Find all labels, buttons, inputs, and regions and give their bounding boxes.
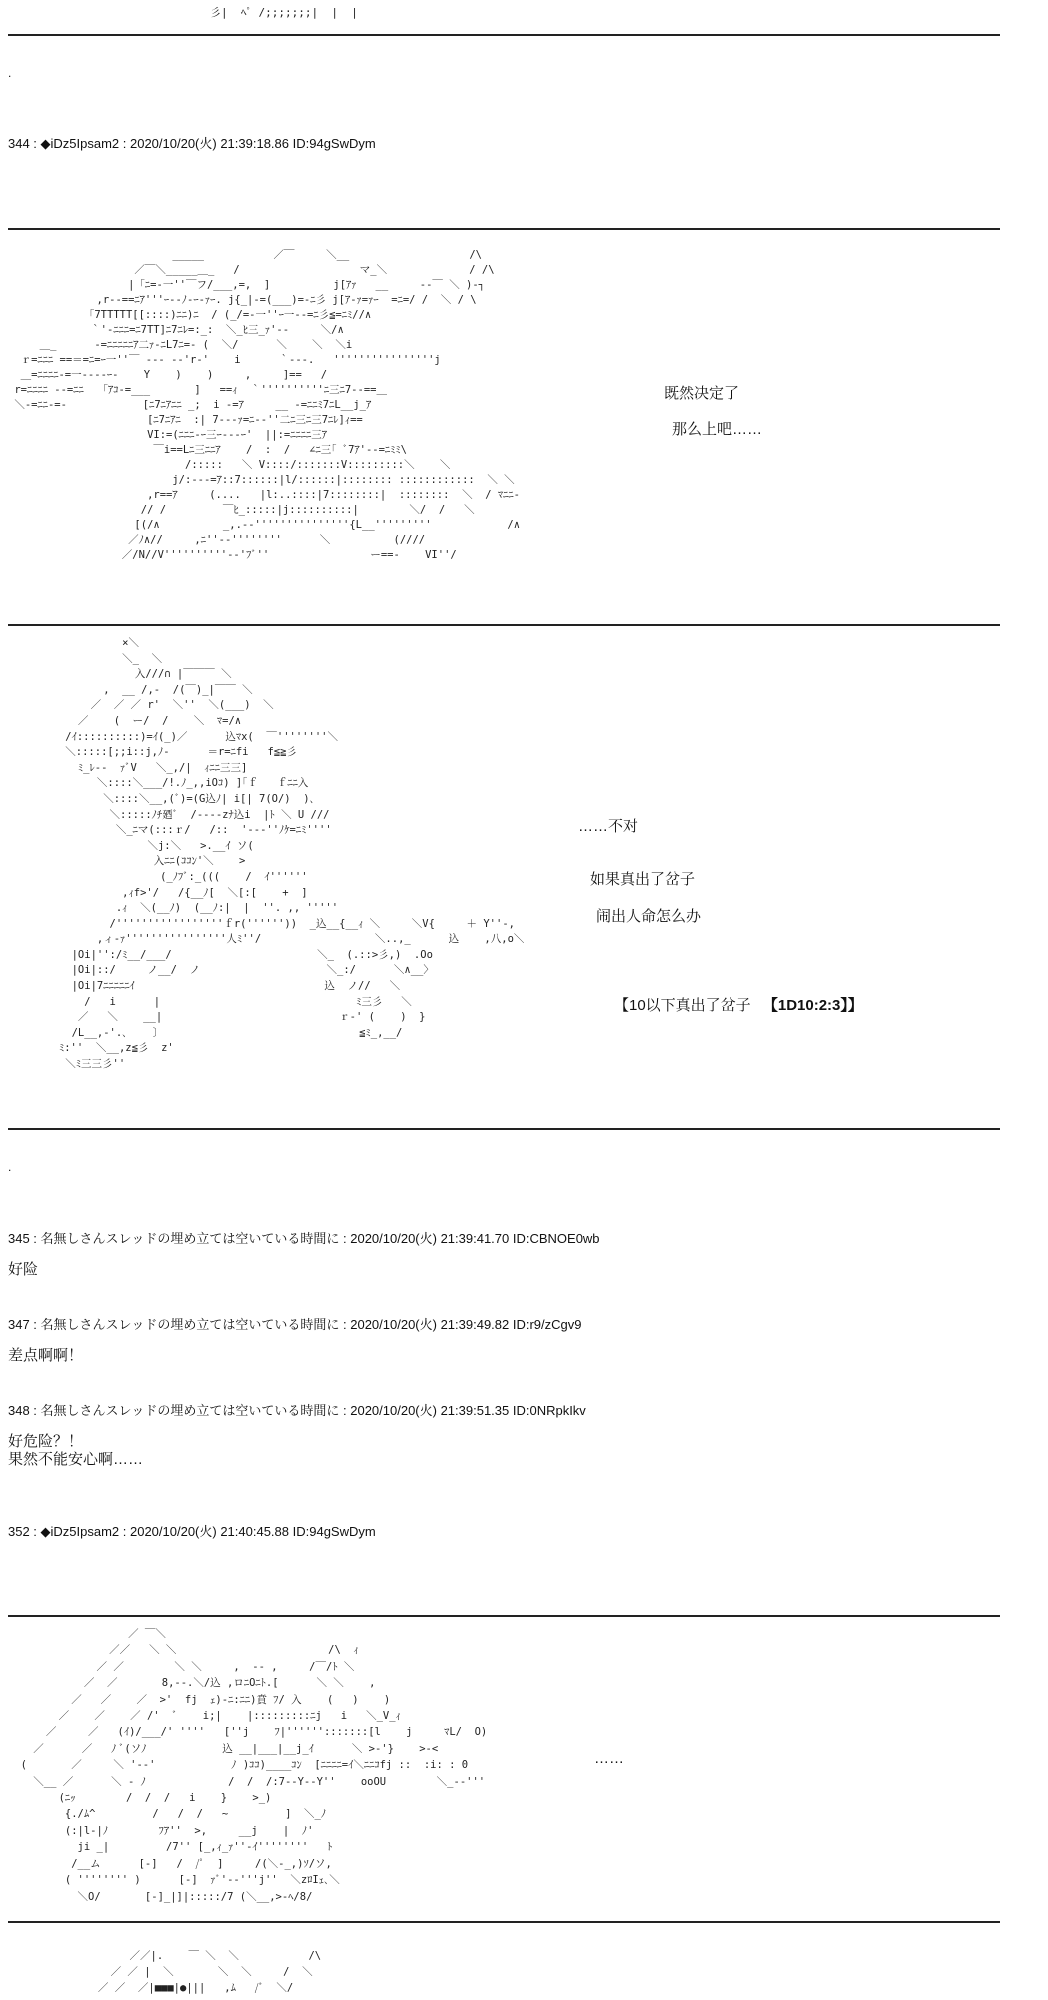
panel-1-line-1: 既然决定了	[664, 385, 740, 402]
panel-2-line-2: 如果真出了岔子	[590, 871, 696, 888]
divider	[8, 1128, 1000, 1130]
ascii-fragment-top: 彡| ﾍﾟ /;;;;;;;| | |	[210, 6, 358, 19]
post-header-348: 348 : 名無しさんスレッドの埋め立ては空いている時間に : 2020/10/20(火) 21:39:51.35 ID:0NRpkIkv	[8, 1403, 586, 1418]
ascii-art-panel-4: ／／|. ￣ ＼ ＼ /\ ／ ／ | ＼ ＼ ＼ / ＼ ／ ／ ／|■■■|●||| ,ﾑ /ﾞ ＼/	[97, 1950, 322, 1994]
panel-3-line-1: ……	[594, 1750, 624, 1767]
divider	[8, 1921, 1000, 1923]
post-header-344: 344 : ◆iDz5Ipsam2 : 2020/10/20(火) 21:39:18.86 ID:94gSwDym	[8, 136, 376, 151]
dot-marker: .	[8, 66, 12, 80]
divider	[8, 34, 1000, 36]
dice-result: 【1D10:2:3】】	[762, 997, 863, 1014]
post-body-348-line-2: 果然不能安心啊……	[8, 1451, 144, 1468]
dice-text: 【10以下真出了岔子	[614, 997, 751, 1014]
dice-roll	[614, 994, 863, 1015]
dot-marker: .	[8, 1160, 12, 1174]
ascii-art-panel-1: _____ ／￣ ＼__ /\ ／￣＼_____＿_ / マ_＼ / /\ |「ﾆ=-一''￣フ/___,=, ] j[ｱｧ __ -‐￣ ＼ )‐┐ ,r--==ﾆｱ'''ｰ--ﾉ-ｰ-ｧｰ. j{_|-=(___)=-ﾆ彡 j[ｱ-ｧ=ｧｰ =ﾆ=/ / ＼ / \ 「7TTTTT[[::::)ﾆﾆ)ﾆ / (_/=-一''ｰ一-‐=ﾆ彡≦=ﾆﾐ//∧ ｀'-ﾆﾆﾆ=ﾆ7TT]ﾆ7ﾆﾚ=:_: ＼_ﾋ三_ｧ'‐- ＼/∧ ＿_ -=ﾆﾆﾆﾆﾆｱ二ｧ-ﾆL7ﾆ=- ( ＼/ ＼ ＼ ＼i ｒ=ﾆﾆﾆ ==＝=ﾆ=ｰ一''￣ -‐‐ -‐'r‐' i ｀---. ''''''''''''''''j ＿=ﾆﾆﾆﾆ-=一‐‐--ｰ- Y ) ) , ]== / r=ﾆﾆﾆﾆ --=ﾆﾆ ｢ｱｺ-=___ ] ==ｨ ｀''''''''''ﾆ三ﾆ7‐‐==＿ ＼-=ﾆﾆ-=- [ﾆ7ﾆｱﾆﾆ _; i -=ｱ __ -=ﾆﾆﾐ7ﾆL__j_ｱ [ﾆ7ﾆｱﾆ :| 7‐--ｧ=ﾆ-‐''二ﾆ三ﾆ三7ﾆﾚ]ｨ== VI:=(ﾆﾆﾆ-ｰ三ｰ-‐‐ｰ' ||:=ﾆﾆﾆﾆ三ｱ ￣i==Lﾆ三ﾆﾆｱ / : / ∠ﾆ三｢ ﾞ7ｱ'‐-=ﾆﾐﾐ\ /::::: ＼ V::::/:::::::V:::::::::＼ ＼ j/:---=ｱ::7::::::|l/::::::|:::::::: :::::::::::: ＼ ＼ ,r==ｱ (.... |l:..::::|7::::::::| :::::::: ＼ / ﾏﾆﾆ- // / ￣ﾋ_:::::|j::::::::::| ＼/ / ＼ [(/∧ _,.--'''''''''''''''{L__''''''''' /∧ ／ﾉ∧// ,ﾆ''‐‐'''''''' ＼ (//// ／/N//V''''''''''‐‐'ﾌﾞ'' ー==- VI''/	[14, 249, 521, 561]
divider	[8, 1615, 1000, 1617]
post-body-345: 好险	[8, 1261, 39, 1278]
post-header-345: 345 : 名無しさんスレッドの埋め立ては空いている時間に : 2020/10/20(火) 21:39:41.70 ID:CBNOE0wb	[8, 1231, 600, 1246]
post-header-347: 347 : 名無しさんスレッドの埋め立ては空いている時間に : 2020/10/20(火) 21:39:49.82 ID:r9/zCgv9	[8, 1317, 582, 1332]
post-header-352: 352 : ◆iDz5Ipsam2 : 2020/10/20(火) 21:40:45.88 ID:94gSwDym	[8, 1524, 376, 1539]
panel-2-line-3: 闹出人命怎么办	[596, 908, 702, 925]
divider	[8, 228, 1000, 230]
panel-2-line-1: ……不对	[578, 818, 639, 835]
post-body-347: 差点啊啊！	[8, 1347, 84, 1364]
divider	[8, 624, 1000, 626]
ascii-art-panel-3: ／ ￣＼ ／／ ＼ ＼ /\ ｨ ／ ／ ＼ ＼ , -- , /￣/ﾄ ＼ ／ ／ 8,--.＼/込 ,ロﾆOﾆﾄ.[ ＼ ＼ , ／ ／ ／ >' fj ｪ)-ﾆ:ﾆﾆ)賁 ﾌ/ 入 ( ) ) ／ ／ ／ /' ﾞ i;| |:::::::::ﾆj i ＼_V_ｨ ／ ／ (ｲ)/___/' '''' [''j ﾌ|'''''':::::::[l j ﾏL/ O) ／ ／ ﾉ ﾞ(ソﾉ 込 __|___|__j_ｲ ＼ >-'} >-< ( ／ ＼ '-‐' ﾉ )ｺｺ)____ｺﾝ [ﾆﾆﾆﾆ=ｲ＼ﾆﾆｺfj :: :i: : 0 ＼__ ／ ＼ - ﾉ / / /:7--Y--Y'' ooOU ＼_--''' (ﾆｯ / / / i } >_) {./ﾑ^ / / / ~ ] ＼_ﾉ (:|l-|ﾉ ﾌｱ'' >, __j | ﾉ' ji _| /7'' [_,ｨ_ｧ''-ｲ'''''''' ﾄ /__ム [-] / /ﾟ ] /(＼-_,)ｿ/ソ, ( '''''''' ) [-] ｧﾞ'‐‐'''j'' ＼zﾛIｪ､＼ ＼O/ [-]_|]|:::::/7 (＼__,>-ﾍ/8/	[20, 1628, 488, 1903]
ascii-art-panel-2: ×＼ ＼_ ＼ 入///∩ |￣￣￣ ＼ , __ /,- /(￣)_|￣￣ ＼ ／ ／ ／ r' ＼'' ＼(___) ＼ ／ ( ー/ / ＼ ﾏ=/∧ /ｲ::::::::::)=ｲ(_)／ 込ﾏx( ￣''''''''＼ ＼:::::[;;i::j,ﾉ- ＝r=ﾆfi f≦≧彡 ﾐ_ﾚ-‐ ｧﾞV ＼_,/| ｨﾆﾆ三三] ＼::::＼___/!.ﾉ_,,iOｺ) ]｢ｆ ｆﾆﾆ入 ＼::::＼__,(ﾞ)=(G込ﾉ| i[| 7(O/) )､ ＼:::::ﾉﾁ廼ﾞ /‐‐‐‐zﾅ込i |ﾄ ＼ U /// ＼_ﾆマ(:::ｒ/ /:: '‐--''ﾉｹ=ﾆﾐ'''' ＼j:＼ >.__ｲ ソ( 入ﾆﾆ(ｺｺﾝ'＼ > (_ﾉﾌﾞ:_((( / ｲ'''''' ,ｨf>'/ /{__ﾉ[ ＼[:[ + ] .ｨ ＼(__ﾉ) (__ﾉ:| | ''. ,, ''''' /'''''''''''''''''ｆr('''''')) _込__{__ｨ ＼ ＼V{ ＋ Y''‐, ,ィ-ｧ''''''''''''''''人ﾐ''/ ＼..,_ 込 ,八,o＼ |Oi|'':/ﾐ__/___/ ＼_ (.::>彡,) .Oo |Oi|::/ ノ__/ ノ ＼_:/ ＼∧__〉 |Oi|7ﾆﾆﾆﾆﾆｲ 込 ノ// ＼ / i | ﾐ三彡 ＼ ／ ＼ __| ｒ-' ( ) } /L__,-'.､ 〕 ≦ﾐ_,__/ ﾐ:'' ＼__,z≦彡 z' ＼ﾐ三三彡''	[58, 637, 525, 1071]
post-body-348-line-1: 好危险？！	[8, 1433, 84, 1450]
panel-1-line-2: 那么上吧……	[672, 421, 763, 438]
